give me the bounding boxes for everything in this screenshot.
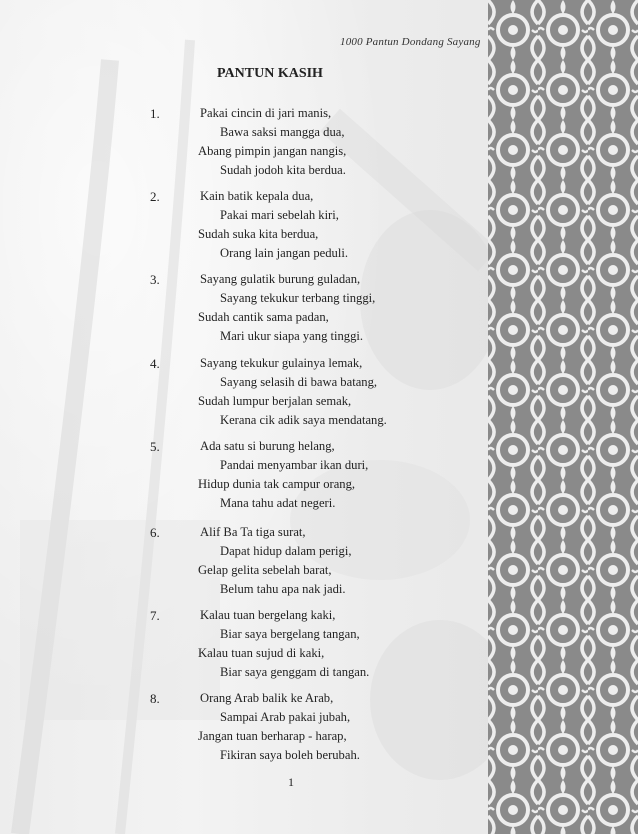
ornament-pattern — [488, 0, 638, 834]
stanza-number: 6. — [150, 525, 160, 540]
stanza-number: 7. — [150, 608, 160, 623]
stanza-line: Biar saya bergelang tangan, — [220, 627, 360, 641]
stanza-number: 5. — [150, 439, 160, 454]
stanza-line: Sudah lumpur berjalan semak, — [198, 394, 352, 408]
stanza-line: Kalau tuan bergelang kaki, — [200, 608, 336, 622]
stanza-number: 1. — [150, 106, 160, 121]
stanza-line: Kain batik kepala dua, — [200, 189, 314, 203]
stanza-number: 3. — [150, 272, 160, 287]
stanza-line: Sampai Arab pakai jubah, — [220, 710, 351, 724]
stanza-line: Bawa saksi mangga dua, — [220, 125, 345, 139]
stanza-line: Sayang tekukur gulainya lemak, — [200, 356, 363, 370]
stanza-line: Kalau tuan sujud di kaki, — [198, 646, 325, 660]
running-header: 1000 Pantun Dondang Sayang — [340, 36, 481, 48]
stanza-line: Mari ukur siapa yang tinggi. — [220, 329, 364, 343]
stanza-line: Sayang selasih di bawa batang, — [220, 375, 378, 389]
stanza-line: Sudah cantik sama padan, — [198, 310, 329, 324]
stanza-line: Jangan tuan berharap - harap, — [198, 729, 347, 743]
stanza-line: Hidup dunia tak campur orang, — [198, 477, 356, 491]
stanza-number: 2. — [150, 189, 160, 204]
stanza-line: Pandai menyambar ikan duri, — [220, 458, 369, 472]
stanza-line: Pakai cincin di jari manis, — [200, 106, 332, 120]
stanza-number: 4. — [150, 356, 160, 371]
stanza-line: Pakai mari sebelah kiri, — [220, 208, 339, 222]
stanza-line: Abang pimpin jangan nangis, — [198, 144, 347, 158]
ornamental-border — [488, 0, 638, 834]
stanza-line: Belum tahu apa nak jadi. — [220, 582, 346, 596]
stanza-line: Dapat hidup dalam perigi, — [220, 544, 352, 558]
stanza-line: Fikiran saya boleh berubah. — [220, 748, 360, 762]
stanza-line: Mana tahu adat negeri. — [220, 496, 336, 510]
page-title: PANTUN KASIH — [217, 66, 323, 81]
stanza-line: Gelap gelita sebelah barat, — [198, 563, 332, 577]
page-number: 1 — [288, 775, 294, 789]
stanza-line: Sudah suka kita berdua, — [198, 227, 319, 241]
stanza-line: Sayang tekukur terbang tinggi, — [220, 291, 376, 305]
stanza-line: Orang lain jangan peduli. — [220, 246, 348, 260]
stanza-line: Orang Arab balik ke Arab, — [200, 691, 334, 705]
stanza-line: Sayang gulatik burung guladan, — [200, 272, 361, 286]
stanza-line: Sudah jodoh kita berdua. — [220, 163, 346, 177]
stanza-line: Biar saya genggam di tangan. — [220, 665, 370, 679]
stanza-line: Ada satu si burung helang, — [200, 439, 335, 453]
stanza-line: Alif Ba Ta tiga surat, — [200, 525, 306, 539]
stanza-line: Kerana cik adik saya mendatang. — [220, 413, 387, 427]
stanza-number: 8. — [150, 691, 160, 706]
